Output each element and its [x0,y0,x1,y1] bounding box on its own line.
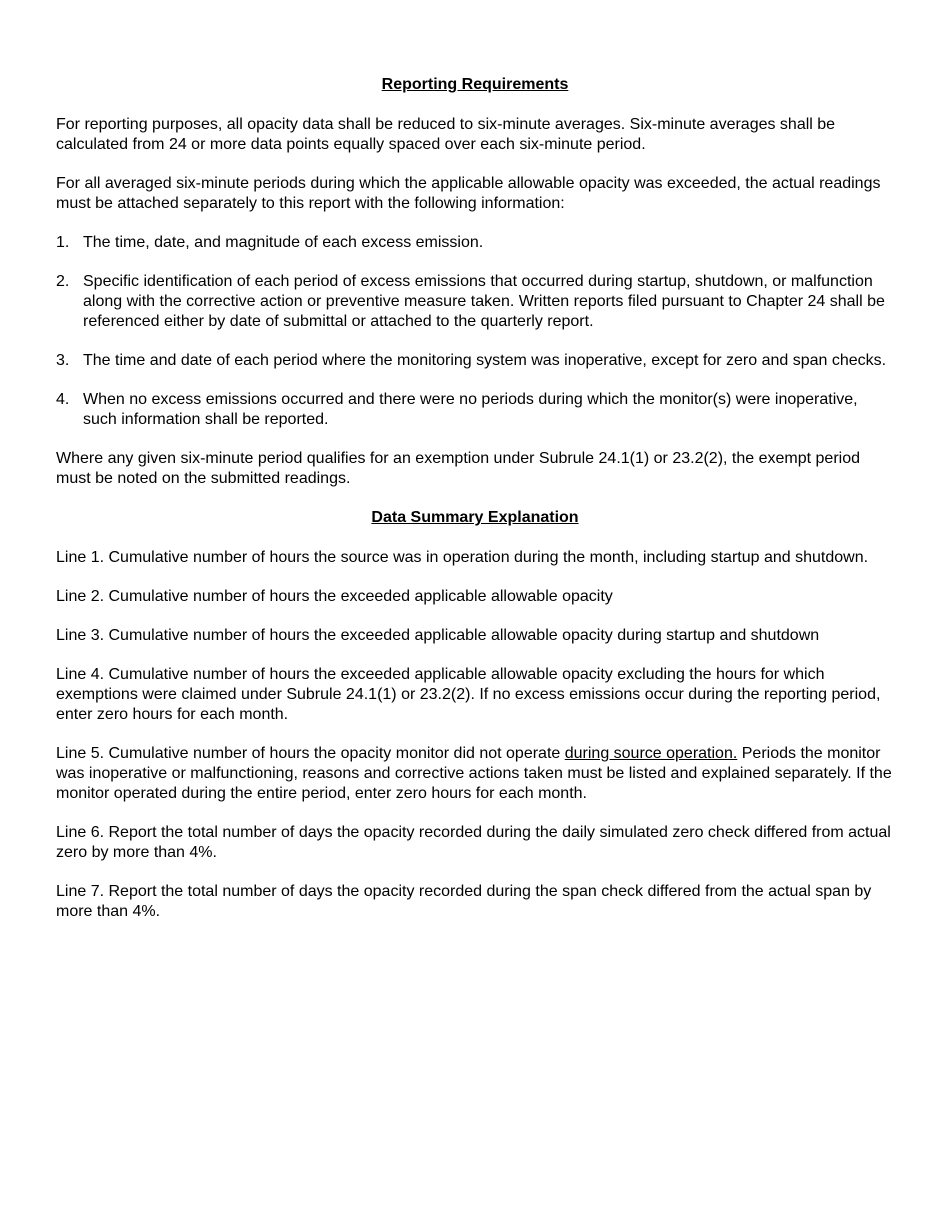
reporting-requirements-list [56,233,894,430]
summary-line-6: Line 6. Report the total number of days the opacity recorded during the daily simulated zero check differed from actual zero by more than 4%. [56,824,891,861]
list-item [56,390,894,430]
list-item [56,351,894,371]
list-item-number: 4. [56,391,70,408]
reporting-requirements-title: Reporting Requirements [381,76,569,93]
summary-line-1: Line 1. Cumulative number of hours the source was in operation during the month, including startup and shutdown. [56,549,869,566]
summary-line-7: Line 7. Report the total number of days the opacity recorded during the span check differed from the actual span by more than 4%. [56,883,872,920]
list-item-number: 3. [56,352,70,369]
list-item-number: 2. [56,273,70,290]
list-item [56,233,894,253]
reporting-paragraph-exemption: Where any given six-minute period qualifies for an exemption under Subrule 24.1(1) or 23.2(2), the exempt period must be noted on the submitted readings. [56,450,860,487]
list-item-text: The time and date of each period where the monitoring system was inoperative, except for zero and span checks. [83,352,887,369]
list-item [56,272,894,332]
summary-line-5-underlined: during source operation. [564,745,738,762]
list-item-text: The time, date, and magnitude of each excess emission. [83,234,484,251]
list-item-text: Specific identification of each period of excess emissions that occurred during startup, shutdown, or malfunction along with the corrective action or preventive measure taken. Written reports filed pursuant to Chapter 24 shall be referenced either by date of submittal or attached to the quarterly report. [83,273,885,330]
reporting-paragraph-averages: For reporting purposes, all opacity data shall be reduced to six-minute averages. Six-minute averages shall be calculated from 24 or more data points equally spaced over each six-minute period. [56,116,836,153]
summary-line-2: Line 2. Cumulative number of hours the exceeded applicable allowable opacity [56,588,613,605]
summary-line-5-start: Line 5. Cumulative number of hours the opacity monitor did not operate [56,745,565,762]
summary-line-4: Line 4. Cumulative number of hours the exceeded applicable allowable opacity excluding the hours for which exemptions were claimed under Subrule 24.1(1) or 23.2(2). If no excess emissions occur during the reporting period, enter zero hours for each month. [56,666,881,723]
list-item-text: When no excess emissions occurred and there were no periods during which the monitor(s) were inoperative, such information shall be reported. [83,391,858,428]
summary-line-5-end: Periods the monitor was inoperative or malfunctioning, reasons and corrective actions taken must be listed and explained separately. If the monitor operated during the entire period, enter zero hours for each month. [56,745,892,802]
summary-line-5 [56,744,894,804]
list-item-number: 1. [56,234,70,251]
reporting-paragraph-exceeded: For all averaged six-minute periods during which the applicable allowable opacity was exceeded, the actual readings must be attached separately to this report with the following information: [56,175,881,212]
summary-line-3: Line 3. Cumulative number of hours the exceeded applicable allowable opacity during startup and shutdown [56,627,820,644]
data-summary-title: Data Summary Explanation [371,509,579,526]
